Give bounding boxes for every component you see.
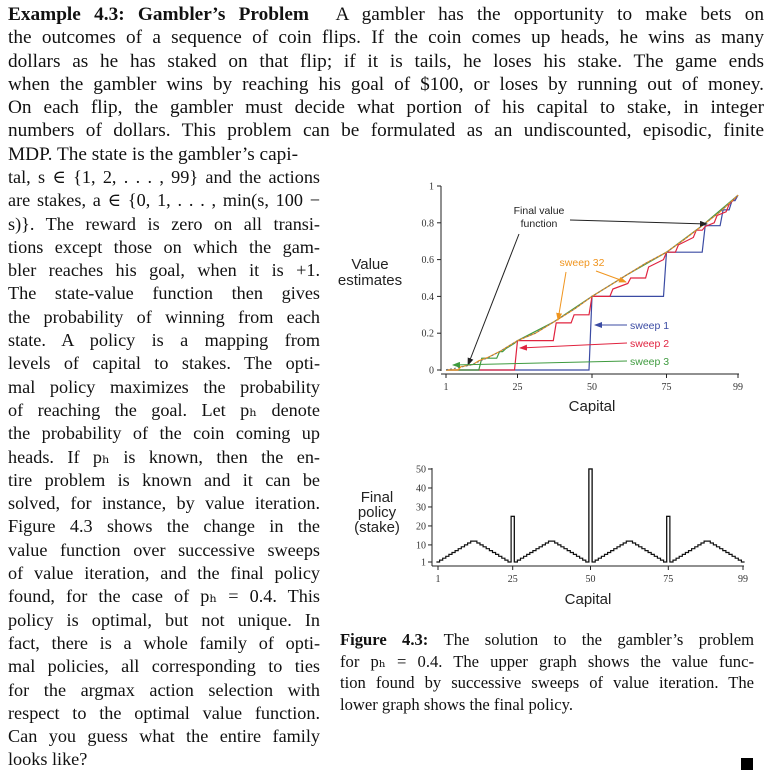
y-axis-label xyxy=(338,256,402,289)
text-line: Can you guess what the entire family xyxy=(8,726,320,747)
y-tick-label: 1 xyxy=(429,181,434,193)
series-line-sweep-1 xyxy=(446,195,738,370)
caption-line: lower graph shows the final policy. xyxy=(340,694,574,714)
text-line: of reaching the goal. Let pₕ denote xyxy=(8,399,320,420)
annotation-line: Final value xyxy=(513,205,565,217)
y-axis-label xyxy=(354,489,400,536)
text-line: The state-value function then gives xyxy=(8,283,320,304)
y-tick-label: 0.4 xyxy=(421,291,434,303)
y-axis-label-line: (stake) xyxy=(354,519,400,536)
x-tick-label: 1 xyxy=(443,382,449,393)
example-heading: Example 4.3: Gambler’s Problem xyxy=(8,4,309,25)
policy-spike-bar xyxy=(589,469,592,562)
figure-caption xyxy=(340,629,754,715)
y-tick-label: 10 xyxy=(416,540,426,552)
text-line: dollars as he has staked on that flip; if it is tails, he loses his stake. The game ends xyxy=(8,50,764,72)
y-axis-label-line: Final xyxy=(360,489,394,506)
text-line: the probability of winning from each xyxy=(8,306,320,327)
annotation-final-value-function xyxy=(514,205,565,230)
text-line: the probability of the coin coming up xyxy=(8,423,320,444)
text-line: mal policies, all corresponding to ties xyxy=(8,656,320,677)
x-tick-label: 50 xyxy=(587,382,597,393)
series-line-sweep-32 xyxy=(446,195,738,370)
arrow-sweep2 xyxy=(520,343,627,348)
y-tick-label: 50 xyxy=(416,464,426,476)
text-line: of value iteration, and the final policy xyxy=(8,563,320,584)
y-tick-label: 40 xyxy=(416,483,426,495)
text-line: for the argmax action selection with xyxy=(8,679,320,700)
arrow-sweep32-a xyxy=(558,272,566,320)
caption-label: Figure 4.3: xyxy=(340,630,429,649)
text-line: when the gambler wins by reaching his goal of $100, or loses by running out of money. xyxy=(8,73,764,95)
y-tick-label: 0 xyxy=(429,365,434,377)
arrow-sweep3 xyxy=(453,361,627,365)
caption-line: tion found by successive sweeps of value iteration. The xyxy=(340,673,754,692)
x-tick-label: 50 xyxy=(585,574,596,585)
end-of-example-square xyxy=(741,758,753,770)
text-line: tire problem is known and it can be xyxy=(8,469,320,490)
caption-line: for pₕ = 0.4. The upper graph shows the value func- xyxy=(340,651,754,671)
value-estimates-chart xyxy=(338,182,743,416)
caption-line: The solution to the gambler’s problem xyxy=(443,630,755,649)
y-axis-label-line: Value xyxy=(351,256,389,273)
text-line: state. A policy is a mapping from xyxy=(8,330,320,351)
text-line: levels of capital to stakes. The opti- xyxy=(8,353,320,374)
y-axis-label-line: estimates xyxy=(337,272,403,289)
text-line: MDP. The state is the gambler’s capi- xyxy=(8,143,299,165)
series-line-sweep-2 xyxy=(446,195,738,370)
text-line: solved, for instance, by value iteration. xyxy=(8,493,320,514)
text-line: bler reaches his goal, when it is +1. xyxy=(8,260,320,281)
x-tick-label: 25 xyxy=(507,574,518,585)
text-line: respect to the optimal value function. xyxy=(8,702,320,723)
y-tick-label: 0.8 xyxy=(421,218,434,230)
x-tick-label: 99 xyxy=(733,382,743,393)
text-line: On each flip, the gambler must decide what portion of his capital to stake, in integer xyxy=(8,97,764,119)
y-tick-label: 1 xyxy=(421,557,426,569)
annotation-sweep-32: sweep 32 xyxy=(559,257,605,269)
text-line: value function over successive sweeps xyxy=(8,539,320,560)
text-line: fact, there is a whole family of opti- xyxy=(8,632,320,653)
text-line: tal, s ∈ {1, 2, . . . , 99} and the actions xyxy=(8,167,320,187)
text-line: Figure 4.3 shows the change in the xyxy=(8,516,320,537)
text-line: mal policy maximizes the probability xyxy=(8,376,320,397)
legend-sweep-2: sweep 2 xyxy=(630,338,670,350)
x-tick-label: 75 xyxy=(661,382,672,393)
legend-sweep-3: sweep 3 xyxy=(630,356,670,368)
text-line: heads. If pₕ is known, then the en- xyxy=(8,446,320,467)
text-line: found, for the case of pₕ = 0.4. This xyxy=(8,586,320,607)
text-line: are stakes, a ∈ {0, 1, . . . , min(s, 100 − xyxy=(8,190,320,211)
y-tick-label: 20 xyxy=(416,521,426,533)
x-tick-label: 1 xyxy=(435,574,441,585)
y-axis-label-line: policy xyxy=(357,504,397,521)
text-line: the outcomes of a sequence of coin flips. If the coin comes up heads, he wins as many xyxy=(8,27,764,49)
text-line: numbers of dollars. This problem can be formulated as an undiscounted, episodic, finite xyxy=(8,120,764,142)
series-line-final-value-function xyxy=(446,195,738,369)
text-line: A gambler has the opportunity to make bets on xyxy=(335,4,765,25)
y-tick-label: 0.2 xyxy=(421,328,434,340)
x-axis-label: Capital xyxy=(564,591,612,608)
final-policy-chart xyxy=(354,465,748,609)
policy-spike-bar xyxy=(511,516,514,562)
y-tick-label: 0.6 xyxy=(421,255,434,267)
policy-spike-bar xyxy=(667,516,670,562)
annotation-line: function xyxy=(520,218,558,230)
arrow-final-right xyxy=(570,220,707,224)
legend-sweep-1: sweep 1 xyxy=(630,320,670,332)
text-line: tions except those on which the gam- xyxy=(8,236,320,257)
text-line: looks like? xyxy=(8,749,88,770)
text-line: policy is optimal, but not unique. In xyxy=(8,609,320,630)
y-tick-label: 30 xyxy=(416,502,426,514)
x-axis-label: Capital xyxy=(568,398,616,415)
arrow-sweep32-b xyxy=(596,271,626,282)
x-tick-label: 99 xyxy=(738,574,748,585)
text-line: s)}. The reward is zero on all transi- xyxy=(8,213,320,234)
x-tick-label: 25 xyxy=(512,382,523,393)
series-line-sweep-3 xyxy=(446,195,738,370)
x-tick-label: 75 xyxy=(663,574,674,585)
